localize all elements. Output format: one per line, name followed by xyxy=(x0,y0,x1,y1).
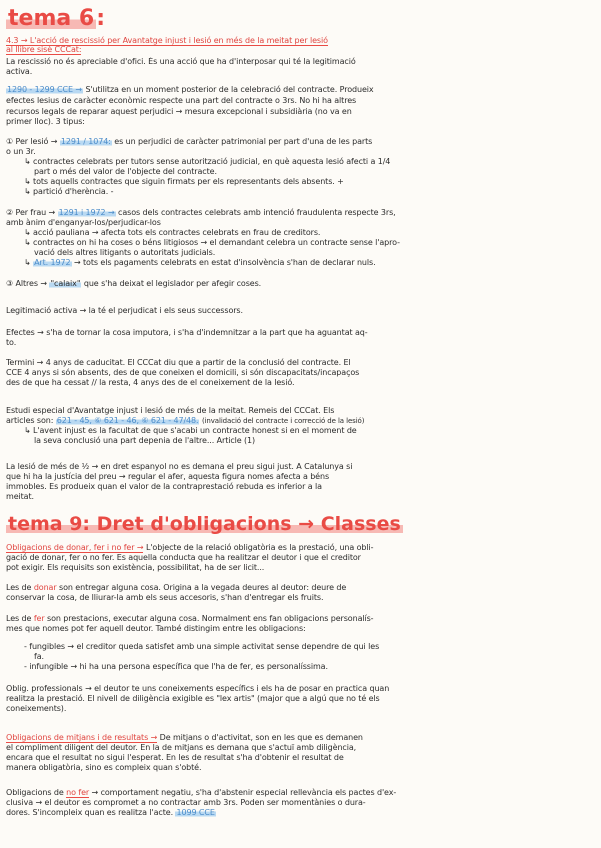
text-line: Obligacions de donar, fer i no fer → L'objecte de la relació obligatòria es la prestació, una obli- xyxy=(6,543,374,552)
sub-item: fa. xyxy=(34,652,44,661)
text-line: des de que ha cessat // la resta, 4 anys des de el coneixement de la lesió. xyxy=(6,378,295,387)
text-line: Les de donar son entregar alguna cosa. Origina a la vegada deures al deutor: deure de xyxy=(6,583,347,592)
text-line: Oblig. professionals → el deutor te uns coneixements específics i els ha de posar en practica quan xyxy=(6,684,390,693)
text-line: clusiva → el deutor es compromet a no contractar amb 3rs. Poden ser momentànies o dura- xyxy=(6,798,366,807)
text-line: amb ànim d'enganyar-los/perjudicar-los xyxy=(6,218,161,227)
text-line: activa. xyxy=(6,67,33,76)
sub-item: la seva conclusió una part depenia de l'altre... Article (1) xyxy=(34,436,256,445)
sub-item: ↳ partició d'herència. - xyxy=(24,187,114,196)
text-line: conservar la cosa, de lliurar-la amb els seus accesoris, s'han d'entregar els fruits. xyxy=(6,593,324,602)
text-line: dores. S'incompleix quan es realitza l'acte. 1099 CCE xyxy=(6,808,215,817)
text-line: La lesió de més de ½ → en dret espanyol no es demana el preu sigui just. A Catalunya si xyxy=(6,462,353,471)
item-per-frau: ② Per frau → 1291 i 1972 → casos dels contractes celebrats amb intenció fraudulenta respecte 3rs, xyxy=(6,208,396,217)
text-line: 1290 - 1299 CCE → S'utilitza en un moment posterior de la celebració del contracte. Produeix xyxy=(7,85,374,94)
text-line: coneixements). xyxy=(6,704,67,713)
text-line: articles son: 621 - 45, ⑥ 621 - 46, ⑥ 621 - 47/48. (invalidació del contracte i correcció de la lesió) xyxy=(6,416,365,425)
rescission-heading-line2: al llibre sisè CCCat: xyxy=(6,45,82,54)
sub-item: ↳ L'avent injust es la facultat de que s'acabi un contracte honest si en el moment de xyxy=(24,426,357,435)
text-line: pot exigir. Els requisits son existència, possibilitat, ha de ser licit... xyxy=(6,563,265,572)
tema6-title: tema 6 xyxy=(8,6,95,31)
text-line: meitat. xyxy=(6,492,34,501)
text-line: realitza la prestació. El nivell de diligència exigible es "lex artis" (major que a algú que no té els xyxy=(6,694,380,703)
tema9-heading xyxy=(6,512,403,536)
text-line: o un 3r. xyxy=(6,147,36,156)
sub-item: ↳ acció pauliana → afecta tots els contractes celebrats en frau de creditors. xyxy=(24,228,321,237)
sub-item: part o més del valor de l'objecte del contracte. xyxy=(34,167,217,176)
text-line: Efectes → s'ha de tornar la cosa imputora, i s'ha d'indemnitzar a la part que ha aguantat aq- xyxy=(6,328,368,337)
tema6-heading: tema 6: xyxy=(8,6,105,31)
article-ref: 1290 - 1299 CCE → xyxy=(7,85,83,94)
text-line: Legitimació activa → la té el perjudicat i els seus successors. xyxy=(6,306,243,315)
item-altres: ③ Altres → "calaix" que s'ha deixat el legislador per afegir coses. xyxy=(6,279,262,288)
text-line: Les de fer son prestacions, executar alguna cosa. Normalment ens fan obligacions personalís- xyxy=(6,614,374,623)
text-line: Termini → 4 anys de caducitat. El CCCat diu que a partir de la conclusió del contracte. El xyxy=(6,358,351,367)
text-line: Obligacions de mitjans i de resultats → De mitjans o d'activitat, son en les que es demanen xyxy=(6,733,363,742)
sub-item: - fungibles → el creditor queda satisfet amb una simple activitat sense dependre de qui les xyxy=(24,642,380,651)
article-ref: 621 - 45, ⑥ 621 - 46, ⑥ 621 - 47/48. xyxy=(56,416,199,425)
text-line: el compliment diligent del deutor. En la de mitjans es demana que s'actuï amb diligència, xyxy=(6,743,357,752)
sub-item: ↳ contractes celebrats per tutors sense autorització judicial, en què aquesta lesió afecti a 1/4 xyxy=(24,157,391,166)
sub-item: ↳ Art. 1972 → tots els pagaments celebrats en estat d'insolvència s'han de declarar nuls. xyxy=(24,258,376,267)
text-line: mes que nomes pot fer aquell deutor. També distingim entre les obligacions: xyxy=(6,624,306,633)
text-line: gació de donar, fer o no fer. Es aquella conducta que ha realitzar el deutor i que el creditor xyxy=(6,553,361,562)
sub-item: - infungible → hi ha una persona específica que l'ha de fer, es personalíssima. xyxy=(24,662,328,671)
article-ref: Art. 1972 xyxy=(34,258,71,267)
sub-item: ↳ tots aquells contractes que siguin firmats per els representants dels absents. + xyxy=(24,177,344,186)
text-line: Estudi especial d'Avantatge injust i lesió de més de la meitat. Remeis del CCCat. Els xyxy=(6,406,335,415)
text-line: immobles. Es produeix quan el valor de la contraprestació rebuda es inferior a la xyxy=(6,482,322,491)
item-per-lesio: ① Per lesió → 1291 / 1074: es un perjudici de caràcter patrimonial per part d'una de les parts xyxy=(6,137,373,146)
article-ref: 1099 CCE xyxy=(176,808,215,817)
text-line: primer lloc). 3 tipus: xyxy=(6,117,85,126)
text-line: efectes lesius de caràcter econòmic respecte una part del contracte o 3rs. No hi ha altres xyxy=(6,96,357,105)
text-line: Obligacions de no fer → comportament negatiu, s'ha d'abstenir especial rellevància els pactes d'ex- xyxy=(6,788,397,797)
text-line: recursos legals de reparar aquest perjudici → mesura excepcional i subsidiària (no va en xyxy=(6,107,352,116)
rescission-heading-line1: 4.3 → L'acció de rescissió per Avantatge injust i lesió en més de la meitat per lesió xyxy=(6,36,328,45)
text-line: encara que el resultat no sigui l'esperat. En les de resultat s'ha d'obtenir el resultat de xyxy=(6,753,344,762)
text-line: to. xyxy=(6,338,17,347)
sub-item: ↳ contractes on hi ha coses o béns litigiosos → el demandant celebra un contracte sense l'apro- xyxy=(24,238,400,247)
text-line: La rescissió no és apreciable d'ofici. És una acció que ha d'interposar qui té la legitimació xyxy=(6,57,356,66)
sub-item: vació dels altres litigants o autoritats judicials. xyxy=(34,248,216,257)
tema9-title: tema 9: Dret d'obligacions → Classes xyxy=(8,513,401,535)
article-ref: 1291 i 1972 → xyxy=(58,208,115,217)
article-ref: 1291 / 1074: xyxy=(60,137,111,146)
text-line: que hi ha la justícia del preu → regular el afer, aquesta figura nomes afecta a béns xyxy=(6,472,330,481)
text-line: CCE 4 anys si són absents, des de que coneixen el domicili, si són discapacitats/incapaços xyxy=(6,368,360,377)
text-line: manera obligatòria, sino es compleix quan s'obté. xyxy=(6,763,202,772)
